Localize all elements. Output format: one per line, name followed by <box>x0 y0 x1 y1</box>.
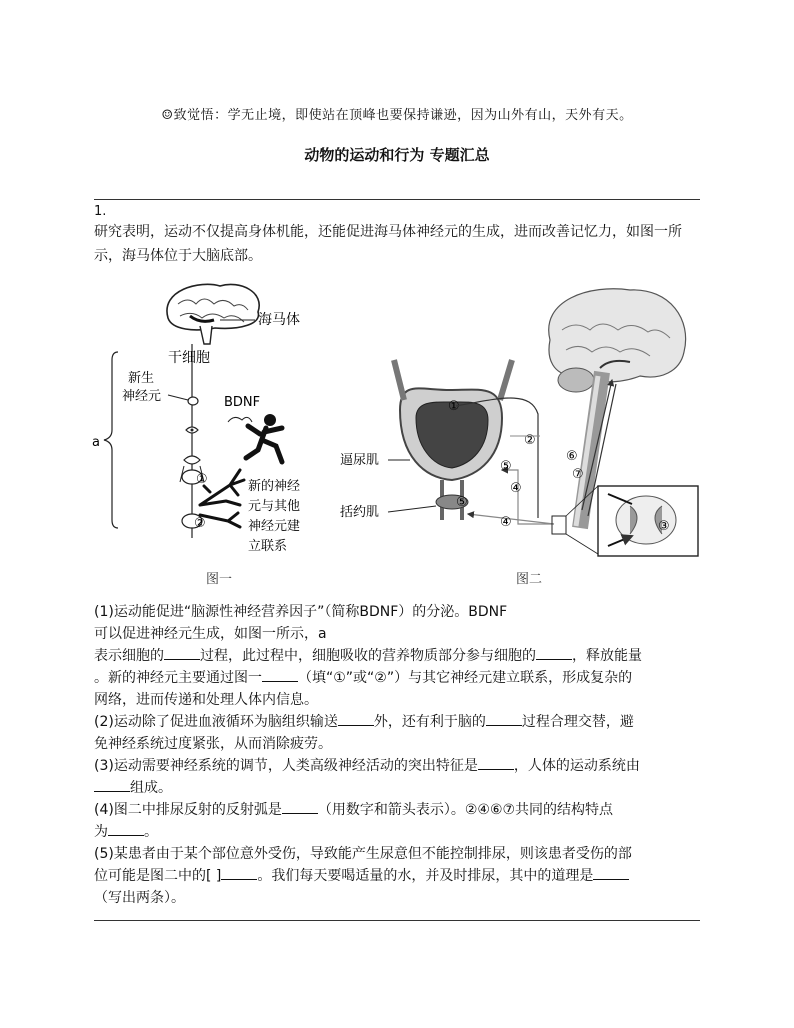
answer-blank[interactable] <box>221 865 257 880</box>
q1-line-3c: ，释放能量 <box>572 648 642 664</box>
connect-label-1: 新的神经 <box>248 479 301 494</box>
q4-line-2 <box>94 821 704 843</box>
connect-label-4: 立联系 <box>248 539 288 554</box>
q4-line-2b: 。 <box>144 824 158 840</box>
question-3 <box>94 755 704 799</box>
q5-line-2 <box>94 865 704 887</box>
brain-icon <box>167 284 259 344</box>
marker-4-label-top: ④ <box>510 481 522 496</box>
marker-1-label: ① <box>196 472 208 487</box>
q2-line-1 <box>94 711 704 733</box>
question-1 <box>94 601 704 711</box>
q1-line-4 <box>94 667 704 689</box>
hippocampus-label: 海马体 <box>258 312 300 328</box>
q3-line-1a: (3)运动需要神经系统的调节，人类高级神经活动的突出特征是 <box>94 758 478 774</box>
spinal-cross-section-icon <box>598 486 698 556</box>
answer-blank[interactable] <box>478 755 514 770</box>
q5-line-1: (5)某患者由于某个部位意外受伤，导致能产生尿意但不能控制排尿，则该患者受伤的部 <box>94 846 632 862</box>
question-5 <box>94 843 704 909</box>
marker-6-label: ⑥ <box>566 449 578 464</box>
q3-line-2-text: 组成。 <box>130 780 172 796</box>
answer-blank[interactable] <box>94 777 130 792</box>
brace-a <box>104 352 118 528</box>
neuron-cell-icon <box>188 397 198 405</box>
new-neuron-label-2: 神经元 <box>122 389 162 404</box>
marker-1-fig2-label: ① <box>448 399 460 414</box>
q1-line-4b: （填“①”或“②”）与其它神经元建立联系，形成复杂的 <box>298 670 633 686</box>
q1-line-4a: 。新的神经元主要通过图一 <box>94 670 262 686</box>
marker-3-label: ③ <box>658 519 670 534</box>
q1-line-3a: 表示细胞的 <box>94 648 164 664</box>
sphincter-label: 括约肌 <box>340 505 380 520</box>
q1-line-2: 可以促进神经元生成，如图一所示，a <box>94 626 327 642</box>
marker-7-label: ⑦ <box>572 467 584 482</box>
q3-line-2 <box>94 777 704 799</box>
q1-line-3 <box>94 645 704 667</box>
answer-blank[interactable] <box>262 667 298 682</box>
q5-line-2a: 位可能是图二中的[ ] <box>94 868 222 884</box>
q5-line-3: （写出两条）。 <box>94 890 185 906</box>
answer-blank[interactable] <box>108 821 144 836</box>
motto: ☺致觉悟：学无止境，即使站在顶峰也要保持谦逊，因为山外有山，天外有天。 <box>161 108 633 123</box>
bdnf-label: BDNF <box>224 395 261 410</box>
q4-line-2a: 为 <box>94 824 108 840</box>
answer-blank[interactable] <box>486 711 522 726</box>
q4-line-1b: （用数字和箭头表示）。②④⑥⑦共同的结构特点 <box>317 802 614 818</box>
bladder-icon <box>394 360 512 520</box>
marker-4-label-bottom: ④ <box>500 515 512 530</box>
answer-blank[interactable] <box>282 799 318 814</box>
q3-line-1b: ，人体的运动系统由 <box>513 758 640 774</box>
q4-line-1 <box>94 799 704 821</box>
stem-cell-label: 干细胞 <box>168 350 210 366</box>
figure2-urination-reflex-diagram <box>340 280 702 564</box>
marker-5-label-bottom: ⑤ <box>456 495 468 510</box>
q1-line-3b: 过程，此过程中，细胞吸收的营养物质部分参与细胞的 <box>200 648 536 664</box>
q5-line-2b: 。我们每天要喝适量的水，并及时排尿，其中的道理是 <box>257 868 594 884</box>
label-a: a <box>92 435 100 450</box>
answer-blank[interactable] <box>536 645 572 660</box>
q3-line-1 <box>94 755 704 777</box>
q2-line-2: 免神经系统过度紧张，从而消除疲劳。 <box>94 736 332 752</box>
answer-blank[interactable] <box>338 711 374 726</box>
top-divider <box>94 199 700 200</box>
q2-line-1b: 外，还有利于脑的 <box>373 714 486 730</box>
question-2 <box>94 711 704 755</box>
answer-blank[interactable] <box>164 645 200 660</box>
question-intro: 研究表明，运动不仅提高身体机能，还能促进海马体神经元的生成，进而改善记忆力，如图一所示，海马体位于大脑底部。 <box>94 224 682 264</box>
brain-section-icon <box>549 289 686 392</box>
marker-5-label-top: ⑤ <box>500 459 512 474</box>
q2-line-1a: (2)运动除了促进血液循环为脑组织输送 <box>94 714 338 730</box>
figure1-caption: 图一 <box>206 572 233 587</box>
marker-2-label: ② <box>194 516 206 531</box>
q1-line-5: 网络，进而传递和处理人体内信息。 <box>94 692 318 708</box>
q1-line-1: (1)运动能促进“脑源性神经营养因子”（简称BDNF）的分泌。BDNF <box>94 604 508 620</box>
q2-line-1c: 过程合理交替，避 <box>521 714 634 730</box>
question-number: 1. <box>94 204 107 219</box>
figure2-caption: 图二 <box>516 572 543 587</box>
question-4 <box>94 799 704 843</box>
answer-blank[interactable] <box>593 865 629 880</box>
page-title: 动物的运动和行为 专题汇总 <box>304 146 490 164</box>
marker-2-fig2-label: ② <box>524 433 536 448</box>
bottom-divider <box>94 920 700 921</box>
new-neuron-label-1: 新生 <box>128 371 155 386</box>
connect-label-3: 神经元建 <box>248 519 301 534</box>
figure1-neuron-diagram <box>90 280 330 560</box>
detrusor-label: 逼尿肌 <box>340 453 380 468</box>
q4-line-1a: (4)图二中排尿反射的反射弧是 <box>94 802 282 818</box>
connect-label-2: 元与其他 <box>248 499 301 514</box>
